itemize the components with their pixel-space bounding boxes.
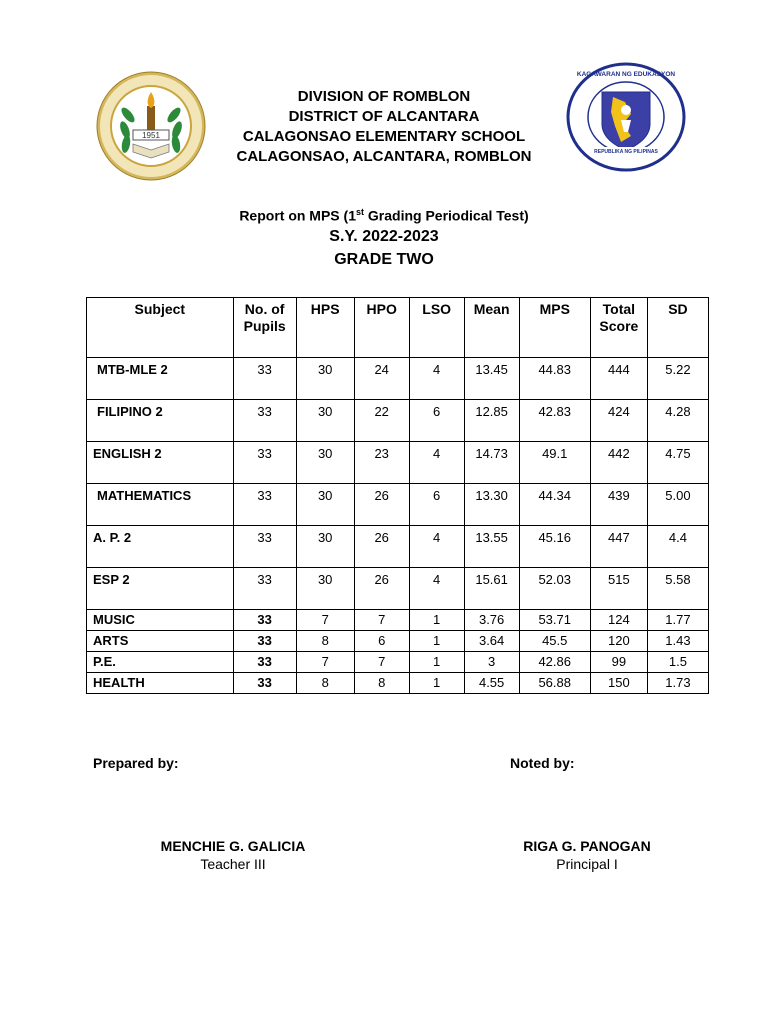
value-cell-mean: 15.61: [464, 568, 519, 610]
header-hps: [296, 298, 354, 358]
value-cell-mps: 49.1: [519, 442, 590, 484]
value-cell-hps: 30: [296, 358, 354, 400]
value-cell-lso: 1: [409, 673, 464, 694]
header-pupils: [233, 298, 296, 358]
report-title-sup: st: [355, 207, 364, 217]
value-cell-mps: 53.71: [519, 610, 590, 631]
value-cell-total-score: 424: [590, 400, 647, 442]
value-cell-total-score: 444: [590, 358, 647, 400]
value-cell-lso: 6: [409, 484, 464, 526]
noter-name: RIGA G. PANOGAN: [523, 838, 651, 854]
value-cell-total-score: 99: [590, 652, 647, 673]
value-cell-total-score: 439: [590, 484, 647, 526]
value-cell-hps: 30: [296, 526, 354, 568]
value-cell-mps: 45.5: [519, 631, 590, 652]
header-text: LSO: [422, 301, 452, 317]
grade-level: GRADE TWO: [334, 251, 434, 268]
value-cell-lso: 4: [409, 442, 464, 484]
value-cell-pupils: 33: [233, 673, 296, 694]
table-row: [87, 358, 709, 400]
header-line-district: DISTRICT OF ALCANTARA: [288, 108, 480, 125]
preparer-name: MENCHIE G. GALICIA: [160, 838, 306, 854]
value-cell-pupils: 33: [233, 358, 296, 400]
value-cell-sd: 4.75: [647, 442, 708, 484]
table-row: [87, 484, 709, 526]
header-line-division: DIVISION OF ROMBLON: [297, 88, 471, 105]
table-row: [87, 610, 709, 631]
prepared-by-label: Prepared by:: [93, 755, 179, 771]
table-row: [87, 673, 709, 694]
mps-table: [86, 297, 709, 694]
deped-seal-logo: [565, 62, 687, 172]
report-title: [0, 207, 768, 224]
value-cell-sd: 1.77: [647, 610, 708, 631]
value-cell-hpo: 22: [354, 400, 409, 442]
value-cell-mean: 3.64: [464, 631, 519, 652]
header-total-score: [590, 298, 647, 358]
seal-ring-text: KAGAWARAN NG EDUKASYON: [576, 71, 676, 78]
value-cell-sd: 5.22: [647, 358, 708, 400]
value-cell-pupils: 33: [233, 442, 296, 484]
subject-cell: P.E.: [87, 652, 234, 673]
value-cell-hps: 30: [296, 484, 354, 526]
table-row: [87, 568, 709, 610]
header-text: HPS: [310, 301, 340, 317]
value-cell-pupils: 33: [233, 568, 296, 610]
value-cell-lso: 1: [409, 610, 464, 631]
table-body: [87, 358, 709, 694]
value-cell-mps: 56.88: [519, 673, 590, 694]
header-line-school: CALAGONSAO ELEMENTARY SCHOOL: [242, 128, 526, 145]
value-cell-pupils: 33: [233, 610, 296, 631]
value-cell-sd: 5.00: [647, 484, 708, 526]
header-text: MPS: [539, 301, 570, 317]
value-cell-hpo: 26: [354, 484, 409, 526]
header-lso: [409, 298, 464, 358]
value-cell-hps: 30: [296, 400, 354, 442]
value-cell-hps: 30: [296, 568, 354, 610]
subject-cell: ESP 2: [87, 568, 234, 610]
school-year: S.Y. 2022-2023: [329, 228, 439, 245]
table-row: [87, 526, 709, 568]
value-cell-total-score: 150: [590, 673, 647, 694]
value-cell-sd: 4.28: [647, 400, 708, 442]
value-cell-mps: 45.16: [519, 526, 590, 568]
table-row: [87, 631, 709, 652]
value-cell-mps: 44.83: [519, 358, 590, 400]
preparer-role: Teacher III: [200, 856, 266, 872]
report-title-prefix: Report on MPS (1: [239, 207, 356, 224]
value-cell-hpo: 6: [354, 631, 409, 652]
value-cell-sd: 1.43: [647, 631, 708, 652]
value-cell-hpo: 24: [354, 358, 409, 400]
value-cell-pupils: 33: [233, 400, 296, 442]
value-cell-total-score: 120: [590, 631, 647, 652]
subject-cell: HEALTH: [87, 673, 234, 694]
value-cell-mps: 42.83: [519, 400, 590, 442]
value-cell-hps: 8: [296, 673, 354, 694]
value-cell-pupils: 33: [233, 526, 296, 568]
seal-year: 1951: [142, 131, 160, 140]
value-cell-hps: 30: [296, 442, 354, 484]
value-cell-total-score: 442: [590, 442, 647, 484]
header-text: SD: [668, 301, 688, 317]
value-cell-sd: 4.4: [647, 526, 708, 568]
header-line-address: CALAGONSAO, ALCANTARA, ROMBLON: [236, 148, 532, 165]
value-cell-hpo: 7: [354, 610, 409, 631]
subject-cell: A. P. 2: [87, 526, 234, 568]
value-cell-hps: 7: [296, 652, 354, 673]
value-cell-mean: 13.30: [464, 484, 519, 526]
value-cell-hps: 7: [296, 610, 354, 631]
header-sd: [647, 298, 708, 358]
table-row: [87, 442, 709, 484]
value-cell-lso: 1: [409, 652, 464, 673]
value-cell-mean: 3: [464, 652, 519, 673]
subject-cell: FILIPINO 2: [87, 400, 234, 442]
value-cell-mean: 13.55: [464, 526, 519, 568]
header-text: Mean: [473, 301, 510, 317]
header-subject: [87, 298, 234, 358]
value-cell-mps: 42.86: [519, 652, 590, 673]
value-cell-sd: 5.58: [647, 568, 708, 610]
table-header-row: [87, 298, 709, 358]
value-cell-pupils: 33: [233, 631, 296, 652]
value-cell-hpo: 26: [354, 568, 409, 610]
header-mps: [519, 298, 590, 358]
subject-cell: MATHEMATICS: [87, 484, 234, 526]
header-text: Pupils: [243, 318, 286, 334]
value-cell-lso: 4: [409, 568, 464, 610]
header-text: Subject: [134, 301, 186, 317]
header-text: Total: [602, 301, 636, 317]
value-cell-mean: 4.55: [464, 673, 519, 694]
value-cell-hpo: 7: [354, 652, 409, 673]
value-cell-mps: 44.34: [519, 484, 590, 526]
value-cell-lso: 6: [409, 400, 464, 442]
report-title-suffix: Grading Periodical Test): [364, 207, 529, 224]
noted-by-label: Noted by:: [510, 755, 575, 771]
noter-role: Principal I: [556, 856, 618, 872]
value-cell-hpo: 23: [354, 442, 409, 484]
value-cell-lso: 1: [409, 631, 464, 652]
value-cell-hps: 8: [296, 631, 354, 652]
table-row: [87, 652, 709, 673]
seal-bottom-text: REPUBLIKA NG PILIPINAS: [594, 149, 658, 155]
value-cell-hpo: 26: [354, 526, 409, 568]
value-cell-mean: 14.73: [464, 442, 519, 484]
school-header: [200, 87, 568, 167]
value-cell-mean: 3.76: [464, 610, 519, 631]
school-seal-logo: [95, 70, 207, 182]
value-cell-lso: 4: [409, 526, 464, 568]
subject-cell: ENGLISH 2: [87, 442, 234, 484]
header-text: HPO: [366, 301, 397, 317]
value-cell-total-score: 124: [590, 610, 647, 631]
table-row: [87, 400, 709, 442]
subject-cell: ARTS: [87, 631, 234, 652]
header-mean: [464, 298, 519, 358]
value-cell-pupils: 33: [233, 484, 296, 526]
subject-cell: MTB-MLE 2: [87, 358, 234, 400]
value-cell-sd: 1.5: [647, 652, 708, 673]
header-text: Score: [599, 318, 639, 334]
value-cell-total-score: 447: [590, 526, 647, 568]
value-cell-hpo: 8: [354, 673, 409, 694]
header-text: No. of: [244, 301, 285, 317]
value-cell-mps: 52.03: [519, 568, 590, 610]
value-cell-mean: 13.45: [464, 358, 519, 400]
value-cell-lso: 4: [409, 358, 464, 400]
value-cell-sd: 1.73: [647, 673, 708, 694]
subject-cell: MUSIC: [87, 610, 234, 631]
value-cell-mean: 12.85: [464, 400, 519, 442]
value-cell-total-score: 515: [590, 568, 647, 610]
value-cell-pupils: 33: [233, 652, 296, 673]
header-hpo: [354, 298, 409, 358]
